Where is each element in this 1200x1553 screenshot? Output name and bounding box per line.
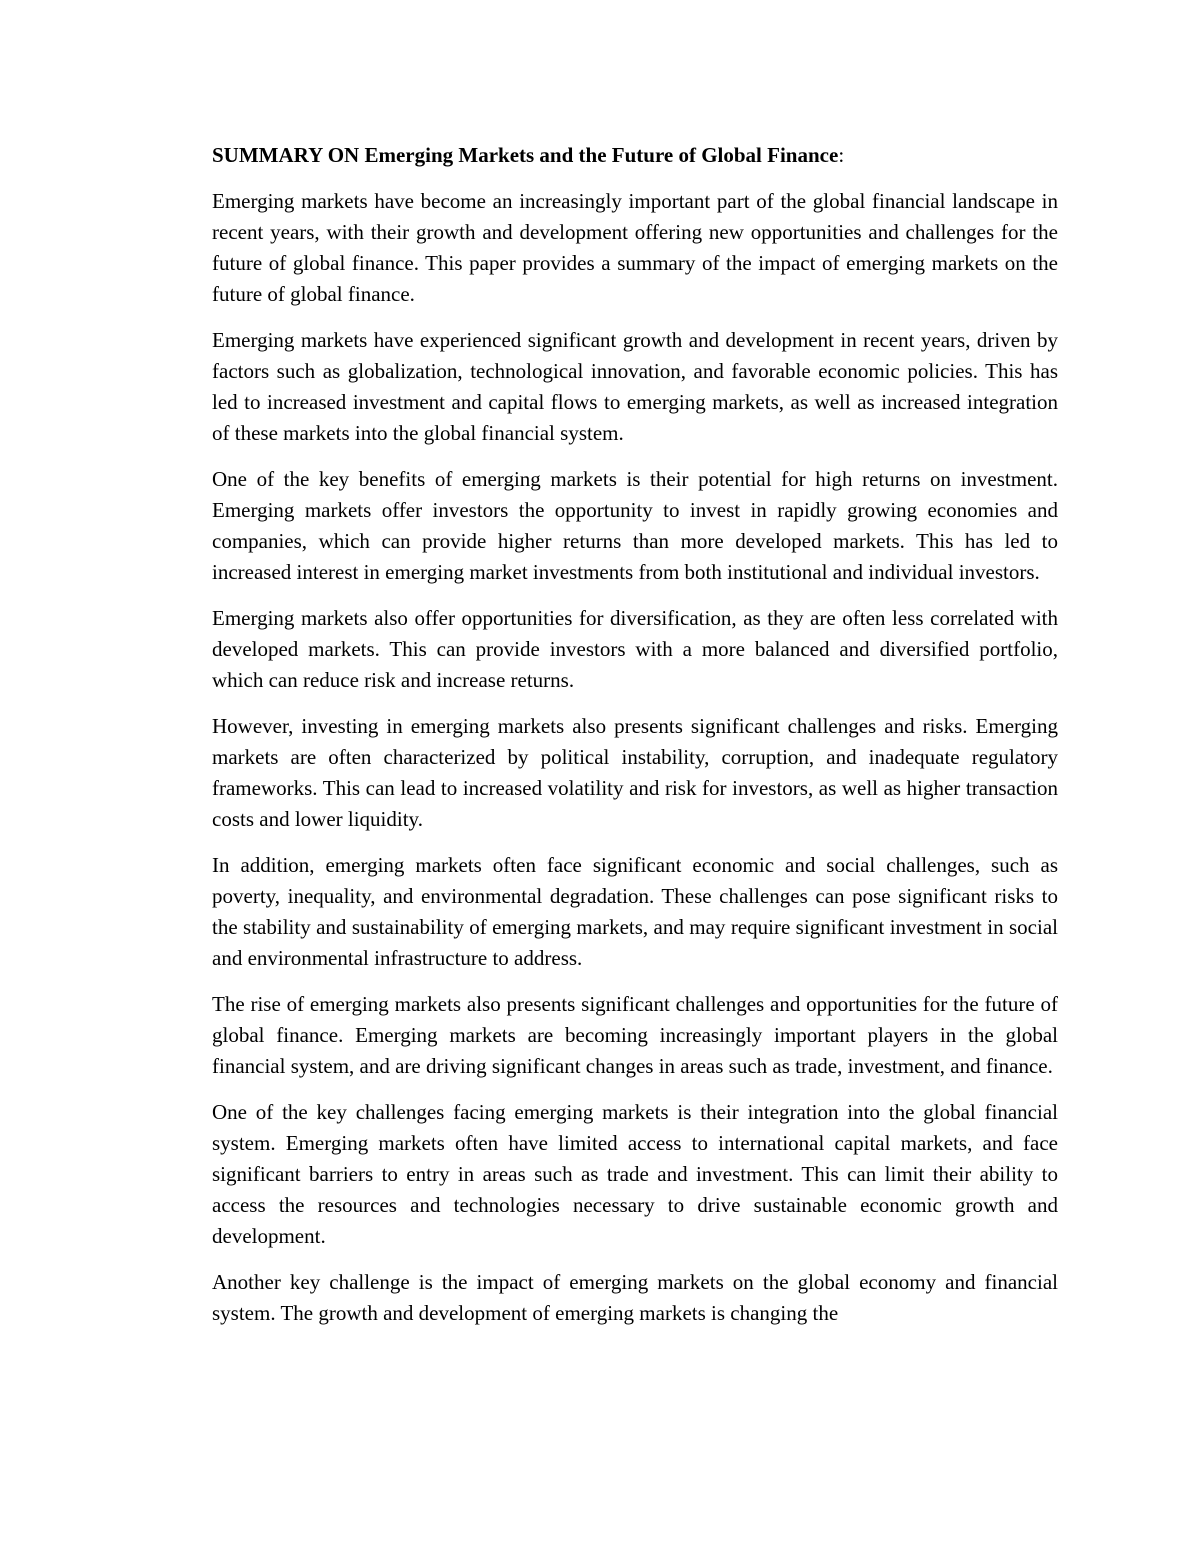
document-title — [212, 140, 1058, 171]
paragraph-5: However, investing in emerging markets also presents significant challenges and risks. Emerging markets are often characterized by political instability, corruption, and inadequate regulatory frameworks. This can lead to increased volatility and risk for investors, as well as higher transaction costs and lower liquidity. — [212, 714, 1058, 831]
document-body — [212, 140, 1058, 1344]
paragraph-6: In addition, emerging markets often face significant economic and social challenges, such as poverty, inequality, and environmental degradation. These challenges can pose significant risks to the stability and sustainability of emerging markets, and may require significant investment in social and environmental infrastructure to address. — [212, 853, 1058, 970]
document-title-colon: : — [838, 143, 845, 167]
paragraph-8: One of the key challenges facing emerging markets is their integration into the global financial system. Emerging markets often have limited access to international capital markets, and face significant barriers to entry in areas such as trade and investment. This can limit their ability to access the resources and technologies necessary to drive sustainable economic growth and development. — [212, 1100, 1058, 1248]
paragraph-9: Another key challenge is the impact of emerging markets on the global economy and financial system. The growth and development of emerging markets is changing the — [212, 1270, 1058, 1325]
paragraph-7: The rise of emerging markets also presents significant challenges and opportunities for the future of global finance. Emerging markets are becoming increasingly important players in the global financial system, and are driving significant changes in areas such as trade, investment, and finance. — [212, 992, 1058, 1078]
paragraph-3: One of the key benefits of emerging markets is their potential for high returns on investment. Emerging markets offer investors the opportunity to invest in rapidly growing economies and companies, which can provide higher returns than more developed markets. This has led to increased interest in emerging market investments from both institutional and individual investors. — [212, 467, 1058, 584]
document-title-text: SUMMARY ON Emerging Markets and the Future of Global Finance — [212, 143, 839, 167]
paragraph-1: Emerging markets have become an increasingly important part of the global financial landscape in recent years, with their growth and development offering new opportunities and challenges for the future of global finance. This paper provides a summary of the impact of emerging markets on the future of global finance. — [212, 189, 1058, 306]
paragraph-4: Emerging markets also offer opportunities for diversification, as they are often less correlated with developed markets. This can provide investors with a more balanced and diversified portfolio, which can reduce risk and increase returns. — [212, 606, 1058, 692]
paragraph-2: Emerging markets have experienced significant growth and development in recent years, driven by factors such as globalization, technological innovation, and favorable economic policies. This has led to increased investment and capital flows to emerging markets, as well as increased integration of these markets into the global financial system. — [212, 328, 1058, 445]
